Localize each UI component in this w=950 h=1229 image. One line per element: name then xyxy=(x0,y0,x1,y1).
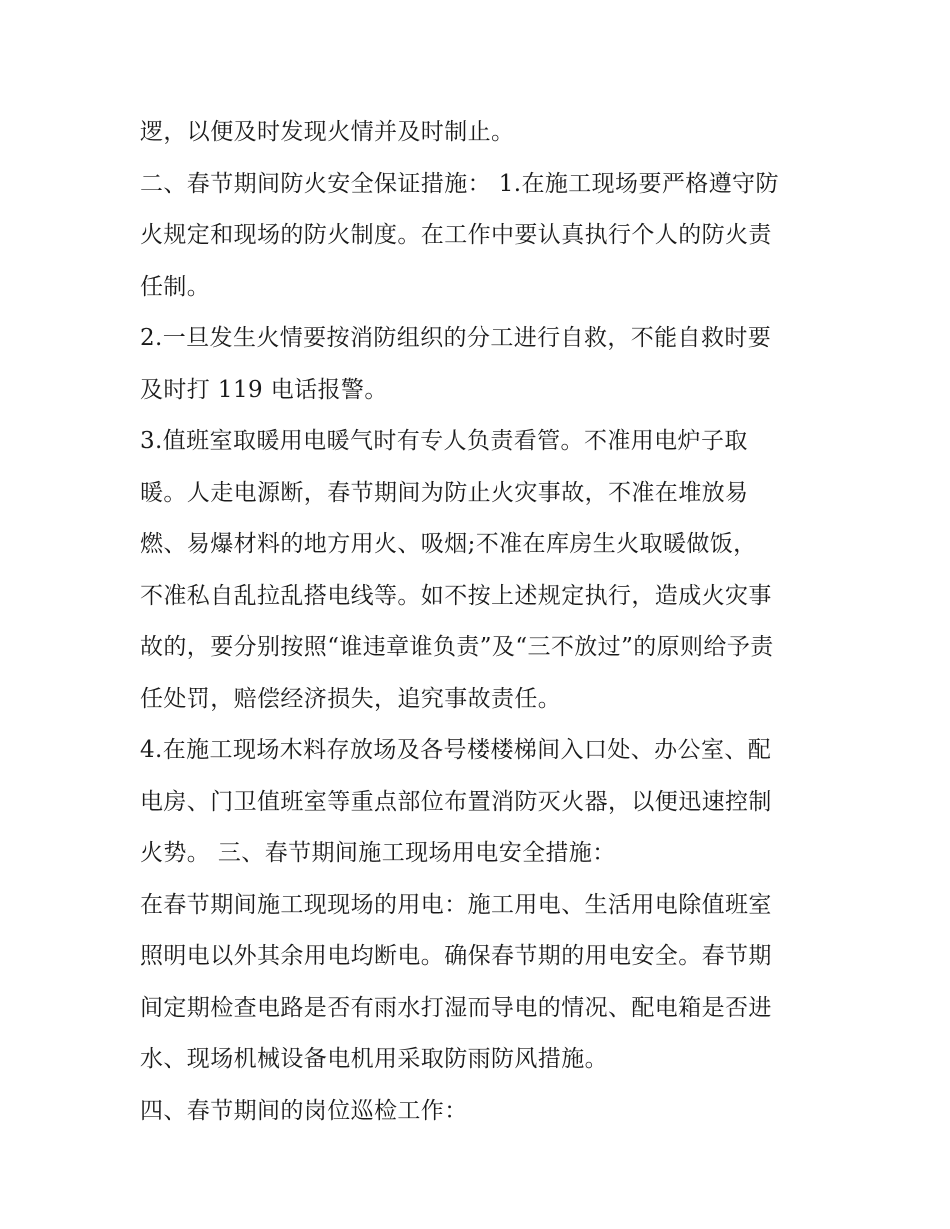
text-line: 不准私自乱拉乱搭电线等。如不按上述规定执行，造成火灾事 xyxy=(140,582,772,609)
section-heading-fire-safety: 二、春节期间防火安全保证措施： 1.在施工现场要严格遵守防 xyxy=(140,170,779,197)
text-line: 燃、易爆材料的地方用火、吸烟;不准在库房生火取暖做饭， xyxy=(140,531,757,557)
text-line: 任制。 xyxy=(140,273,211,300)
text-line: 火规定和现场的防火制度。在工作中要认真执行个人的防火责 xyxy=(140,222,772,248)
text-line: 故的，要分别按照“谁违章谁负责”及“三不放过”的原则给予责 xyxy=(140,634,774,660)
text-line: 逻，以便及时发现火情并及时制止。 xyxy=(140,119,515,145)
text-line: 水、现场机械设备电机用采取防雨防风措施。 xyxy=(140,1046,608,1072)
text-line: 3.值班室取暖用电暖气时有专人负责看管。不准用电炉子取 xyxy=(140,428,748,454)
text-line: 暖。人走电源断，春节期间为防止火灾事故，不准在堆放易 xyxy=(140,479,749,506)
text-line: 2.一旦发生火情要按消防组织的分工进行自救，不能自救时要 xyxy=(140,325,772,351)
section-heading-electrical-safety: 火势。 三、春节期间施工现场用电安全措施： xyxy=(140,840,616,866)
text-line: 4.在施工现场木料存放场及各号楼楼梯间入口处、办公室、配 xyxy=(140,737,772,763)
text-line: 照明电以外其余用电均断电。确保春节期的用电安全。春节期 xyxy=(140,943,772,969)
text-line: 在春节期间施工现现场的用电：施工用电、生活用电除值班室 xyxy=(140,891,772,918)
text-line: 及时打 119 电话报警。 xyxy=(140,376,388,403)
document-body xyxy=(140,107,820,1137)
text-line: 电房、门卫值班室等重点部位布置消防灭火器，以便迅速控制 xyxy=(140,788,772,815)
text-line: 任处罚，赔偿经济损失，追究事故责任。 xyxy=(140,685,562,712)
section-heading-patrol: 四、春节期间的岗位巡检工作： xyxy=(140,1097,468,1124)
text-line: 间定期检查电路是否有雨水打湿而导电的情况、配电箱是否进 xyxy=(140,994,772,1021)
